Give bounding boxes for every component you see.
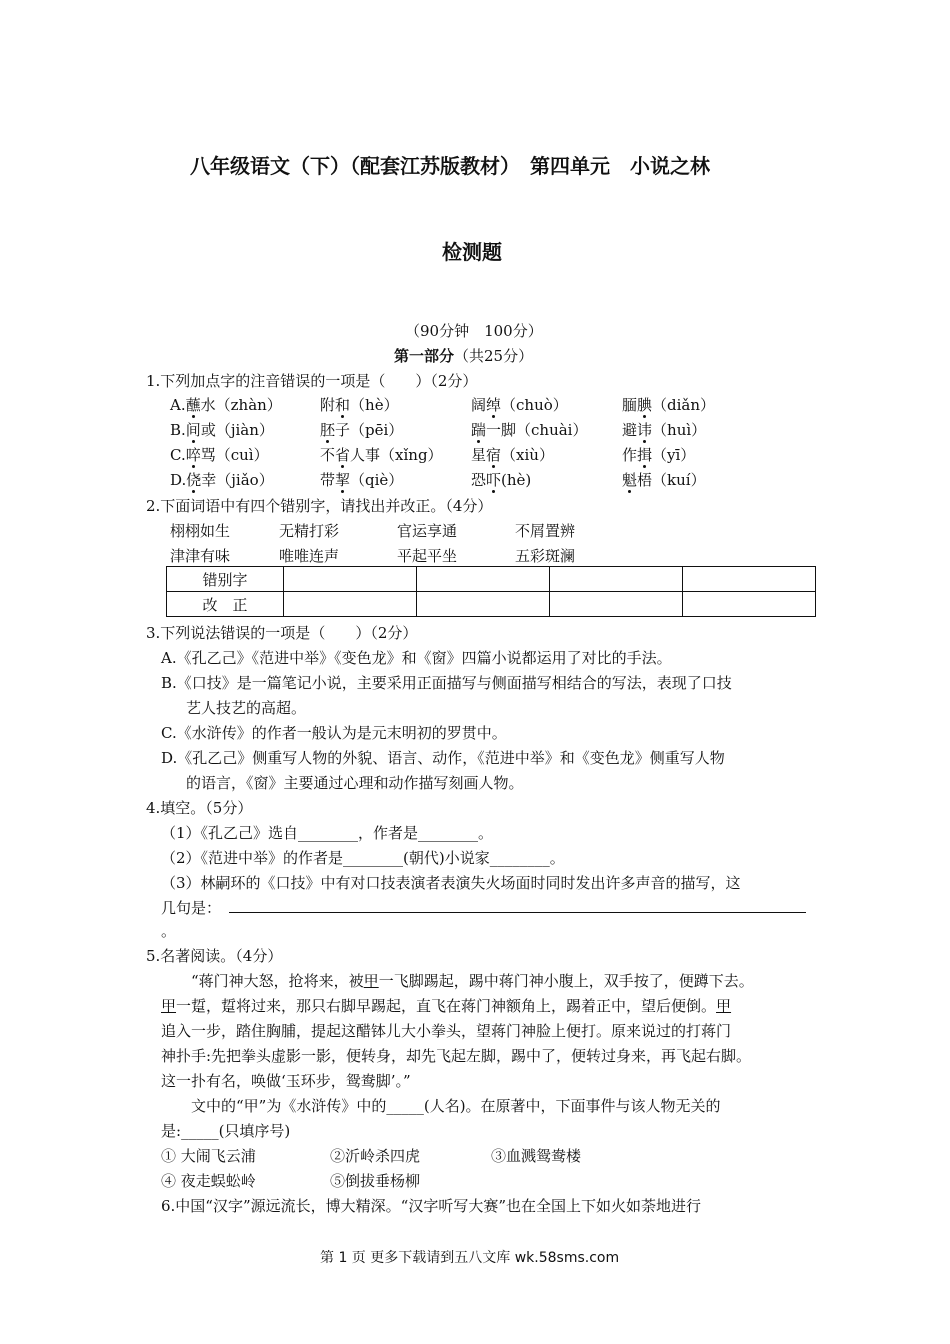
q3-stem: 3.下列说法错误的一项是（ ）（2分） <box>146 624 418 642</box>
answer-cell[interactable] <box>284 592 417 617</box>
q5-option: ① 大闹飞云浦 <box>161 1147 256 1165</box>
q1-option-b3: 踹一脚（chuài） <box>471 421 588 439</box>
number-blank[interactable]: _____ <box>181 1122 219 1140</box>
q5-passage-line: “蒋门神大怒，抢将来，被甲一飞脚踢起，踢中蒋门神小腹上，双手按了，便蹲下去。 <box>191 972 754 990</box>
q1-option-b4: 避讳（huì） <box>622 421 707 439</box>
q1-option-a: A.蘸水（zhàn） <box>170 396 282 414</box>
answer-cell[interactable] <box>683 567 816 592</box>
answer-cell[interactable] <box>550 592 683 617</box>
q5-stem: 5.名著阅读。（4分） <box>146 947 283 965</box>
q5-passage-line: 神扑手:先把拳头虚影一影，便转身，却先飞起左脚，踢中了，便转过身来，再飞起右脚。 <box>161 1047 752 1065</box>
table-header-fix: 改 正 <box>167 592 284 617</box>
q5-passage-line: 甲一踅，踅将过来，那只右脚早踢起，直飞在蒋门神额角上，踢着正中，望后便倒。甲 <box>161 997 732 1015</box>
q5-option: ②沂岭杀四虎 <box>330 1147 421 1165</box>
q5-option: ④ 夜走蜈蚣岭 <box>161 1172 256 1190</box>
q1-option-c4: 作揖（yī） <box>622 446 696 464</box>
q4-line-4: 几句是： <box>161 899 222 917</box>
q4-line-5: 。 <box>161 922 177 940</box>
part-score: （共25分） <box>454 347 534 365</box>
q1-option-a4: 腼腆（diǎn） <box>622 396 716 414</box>
q5-option: ③血溅鸳鸯楼 <box>491 1147 582 1165</box>
q5-question-line: 文中的“甲”为《水浒传》中的_____(人名)。在原著中，下面事件与该人物无关的 <box>191 1097 721 1115</box>
answer-cell[interactable] <box>417 567 550 592</box>
answer-cell[interactable] <box>417 592 550 617</box>
page-title: 八年级语文（下）（配套江苏版教材） 第四单元 小说之林 <box>190 154 710 178</box>
q2-stem: 2.下面词语中有四个错别字，请找出并改正。（4分） <box>146 497 493 515</box>
q5-passage-line: 这一扑有名，唤做‘玉环步，鸳鸯脚’。” <box>161 1072 411 1090</box>
q4-line-3: （3）林嗣环的《口技》中有对口技表演者表演失火场面时同时发出许多声音的描写，这 <box>161 874 741 892</box>
q2-word: 五彩斑澜 <box>515 547 576 565</box>
page-subtitle: 检测题 <box>442 240 502 264</box>
q4-stem: 4.填空。（5分） <box>146 799 253 817</box>
q5-question-line: 是:_____(只填序号) <box>161 1122 291 1140</box>
q5-option: ⑤倒拔垂杨柳 <box>330 1172 421 1190</box>
q5-passage-line: 追入一步，踏住胸脯，提起这醋钵儿大小拳头，望蒋门神脸上便打。原来说过的打蒋门 <box>161 1022 732 1040</box>
q1-option-c3: 星宿（xiù） <box>471 446 554 464</box>
q1-option-b: B.间或（jiàn） <box>170 421 274 439</box>
q4-line-2: （2）《范进中举》的作者是________(朝代)小说家________。 <box>161 849 565 867</box>
name-blank[interactable]: _____ <box>386 1097 424 1115</box>
q2-word: 平起平坐 <box>397 547 458 565</box>
q3-option-b-cont: 艺人技艺的高超。 <box>186 699 307 717</box>
correction-table <box>166 566 816 617</box>
q1-option-a2: 附和（hè） <box>320 396 399 414</box>
q3-option-a: A.《孔乙己》《范进中举》《变色龙》和《窗》四篇小说都运用了对比的手法。 <box>161 649 672 667</box>
q1-option-b2: 胚子（pēi） <box>320 421 404 439</box>
answer-cell[interactable] <box>683 592 816 617</box>
q2-word: 不屑置辨 <box>515 522 576 540</box>
q1-option-d: D.侥幸（jiǎo） <box>170 471 274 489</box>
q3-option-c: C.《水浒传》的作者一般认为是元末明初的罗贯中。 <box>161 724 507 742</box>
q2-word: 无精打彩 <box>279 522 340 540</box>
q2-word: 官运享通 <box>397 522 458 540</box>
q1-stem: 1.下列加点字的注音错误的一项是（ ）（2分） <box>146 372 478 390</box>
answer-line[interactable] <box>229 912 806 913</box>
part-heading <box>394 345 533 366</box>
q1-option-a3: 阔绰（chuò） <box>471 396 568 414</box>
q1-option-c: C.啐骂（cuì） <box>170 446 269 464</box>
q6-stem: 6.中国“汉字”源远流长，博大精深。“汉字听写大赛”也在全国上下如火如荼地进行 <box>161 1197 701 1215</box>
table-row <box>167 592 816 617</box>
time-score: （90分钟 100分） <box>405 322 543 340</box>
q2-word: 津津有味 <box>170 547 231 565</box>
q2-word: 栩栩如生 <box>170 522 231 540</box>
answer-cell[interactable] <box>550 567 683 592</box>
q3-option-d-cont: 的语言，《窗》主要通过心理和动作描写刻画人物。 <box>186 774 524 792</box>
q3-option-d: D.《孔乙己》侧重写人物的外貌、语言、动作，《范进中举》和《变色龙》侧重写人物 <box>161 749 725 767</box>
q4-line-1: （1）《孔乙己》选自________，作者是________。 <box>161 824 494 842</box>
q1-option-c2: 不省人事（xǐng） <box>320 446 443 464</box>
table-row <box>167 567 816 592</box>
page-footer: 第 1 页 更多下载请到五八文库 wk.58sms.com <box>320 1250 620 1266</box>
q1-option-d2: 带挈（qiè） <box>320 471 404 489</box>
table-header-wrong: 错别字 <box>167 567 284 592</box>
q2-word: 唯唯连声 <box>279 547 340 565</box>
answer-cell[interactable] <box>284 567 417 592</box>
q3-option-b: B.《口技》是一篇笔记小说，主要采用正面描写与侧面描写相结合的写法，表现了口技 <box>161 674 732 692</box>
q1-option-d3: 恐吓(hè) <box>471 471 532 489</box>
part-title: 第一部分 <box>394 347 455 365</box>
q1-option-d4: 魁梧（kuí） <box>622 471 706 489</box>
